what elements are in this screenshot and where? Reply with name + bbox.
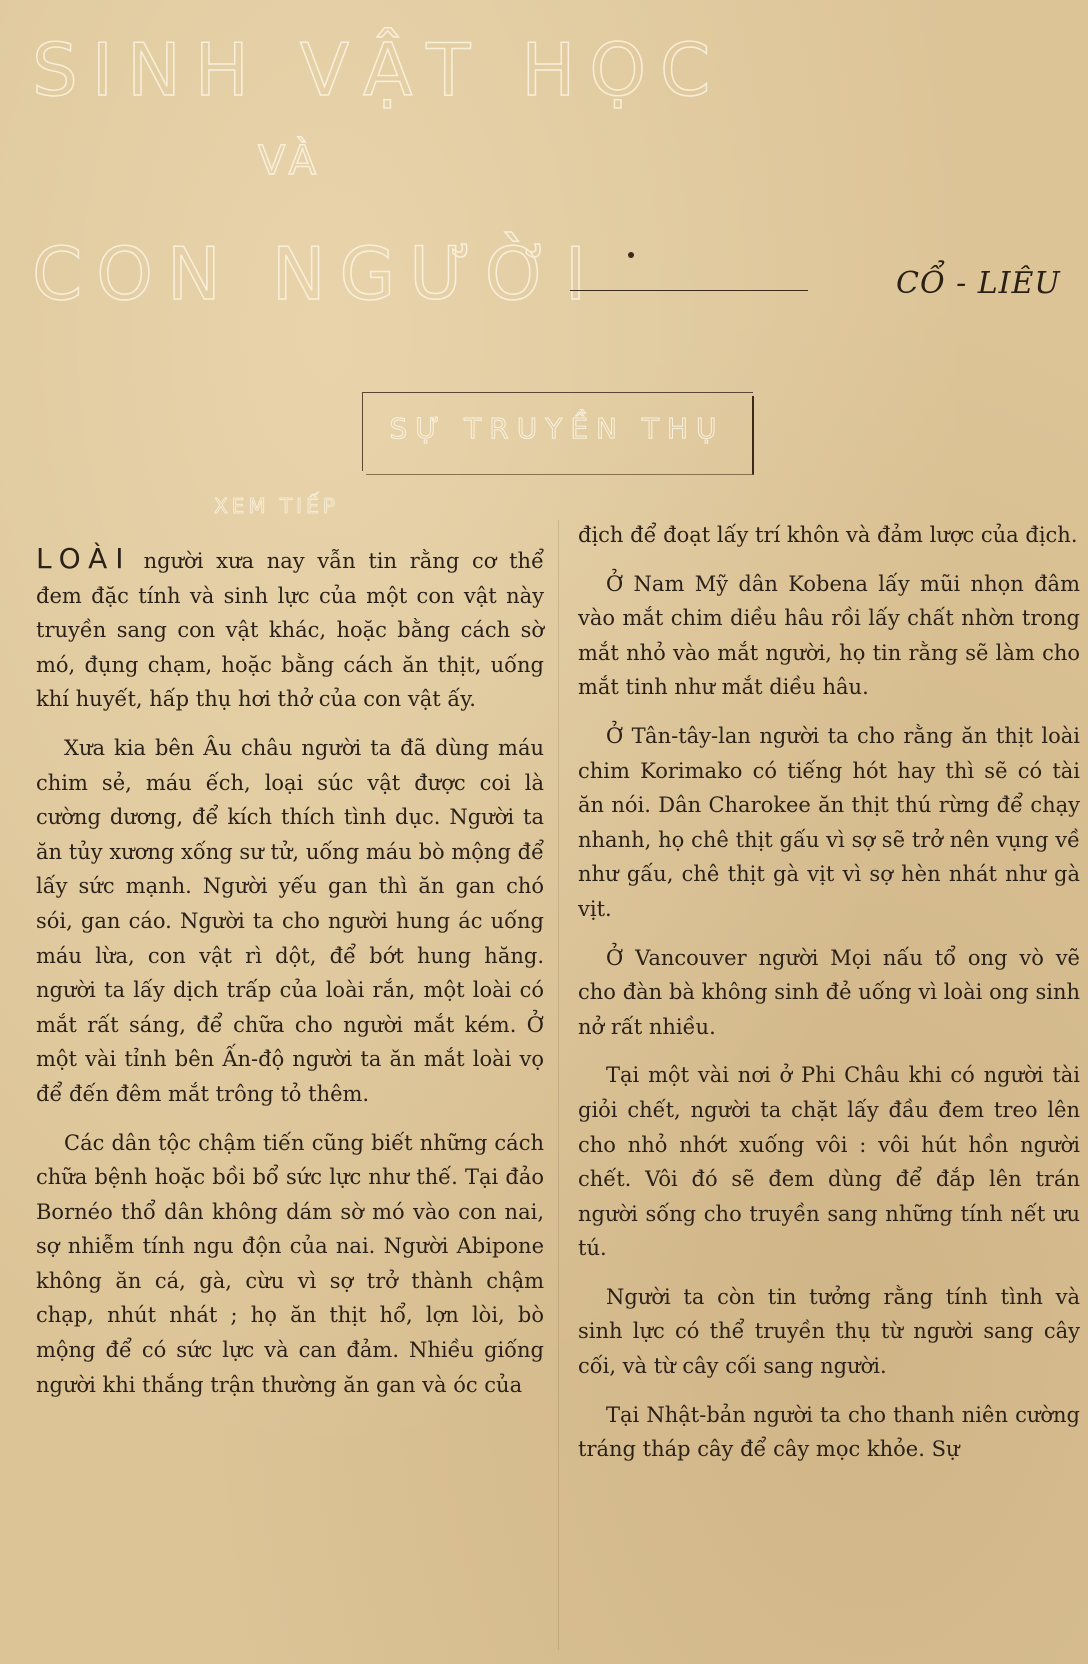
right-paragraph-3: Ở Vancouver người Mọi nấu tổ ong vò vẽ cho đàn bà không sinh đẻ uống vì loài ong sinh nở rất nhiều. xyxy=(578,945,1080,1039)
article-title-line-2: VÀ xyxy=(258,138,323,184)
right-paragraph-6: Tại Nhật-bản người ta cho thanh niên cường tráng tháp cây để cây mọc khỏe. Sự xyxy=(578,1402,1080,1462)
right-paragraph-5: Người ta còn tin tưởng rằng tính tình và sinh lực có thể truyền thụ từ người sang cây cối, và từ cây cối sang người. xyxy=(578,1284,1080,1379)
left-paragraph-1-text: người xưa nay vẫn tin rằng cơ thể đem đặc tính và sinh lực của một con vật này truyền sang con vật khác, hoặc bằng cách sờ mó, đụng chạm, hoặc bằng cách ăn thịt, uống khí huyết, hấp thụ hơi thở của con vật ấy. xyxy=(36,549,544,712)
ink-dot xyxy=(628,252,634,258)
column-divider xyxy=(558,520,559,1650)
article-title-line-1: SINH VẬT HỌC xyxy=(32,28,725,112)
section-heading: SỰ TRUYỀN THỤ xyxy=(389,412,725,445)
author-name: CỔ - LIÊU xyxy=(896,266,1061,301)
article-title-line-3: CON NGƯỜI xyxy=(32,232,601,316)
left-paragraph-2: Xưa kia bên Âu châu người ta đã dùng máu chim sẻ, máu ếch, loại súc vật được coi là cường dương, để kích thích tình dục. Người ta ăn tủy xương xống sư tử, uống máu bò mộng để lấy sức mạnh. Người yếu gan thì ăn gan chó sói, gan cáo. Người ta cho người hung ác uống máu lừa, con vật rì dột, để bớt hung hăng. người ta lấy dịch trấp của loài rắn, một loài có mắt rất sáng, để chữa cho người mắt kém. Ở một vài tỉnh bên Ấn-độ người ta ăn mắt loài vọ để đến đêm mắt trông tỏ thêm. xyxy=(36,735,544,1106)
drop-cap: LOÀI xyxy=(36,542,132,575)
author-rule xyxy=(570,290,808,291)
right-paragraph-1: Ở Nam Mỹ dân Kobena lấy mũi nhọn đâm vào mắt chim diều hâu rồi lấy chất nhờn trong mắt nhỏ vào mắt người, họ tin rằng sẽ làm cho mắt tinh như mắt diều hâu. xyxy=(578,571,1080,700)
right-paragraph-4: Tại một vài nơi ở Phi Châu khi có người tài giỏi chết, người ta chặt lấy đầu đem treo lên cho nhỏ nhớt xuống vôi : vôi hút hồn người chết. Vôi đó sẽ đem dùng để đắp lên trán người sống cho truyền sang những tính nết ưu tú. xyxy=(578,1063,1080,1261)
section-sub-label: XEM TIẾP xyxy=(214,494,339,518)
left-paragraph-1 xyxy=(36,542,544,717)
right-paragraph-2: Ở Tân-tây-lan người ta cho rằng ăn thịt loài chim Korimako có tiếng hót hay thì sẽ có tài ăn nói. Dân Charokee ăn thịt thú rừng để chạy nhanh, họ chê thịt gấu vì sợ sẽ trở nên vụng về như gấu, chê thịt gà vịt vì sợ hèn nhát như gà vịt. xyxy=(578,723,1080,921)
left-paragraph-3: Các dân tộc chậm tiến cũng biết những cách chữa bệnh hoặc bồi bổ sức lực như thế. Tại đảo Bornéo thổ dân không dám sờ mó vào con nai, sợ nhiễm tính ngu độn của nai. Người Abipone không ăn cá, gà, cừu vì sợ trở thành chậm chạp, nhút nhát ; họ ăn thịt hổ, lợn lòi, bò mộng để có sức lực và can đảm. Nhiều giống người khi thắng trận thường ăn gan và óc của xyxy=(36,1130,544,1397)
left-column xyxy=(36,542,544,1416)
right-paragraph-0: địch để đoạt lấy trí khôn và đảm lược của địch. xyxy=(578,523,1078,547)
right-column xyxy=(578,518,1080,1481)
